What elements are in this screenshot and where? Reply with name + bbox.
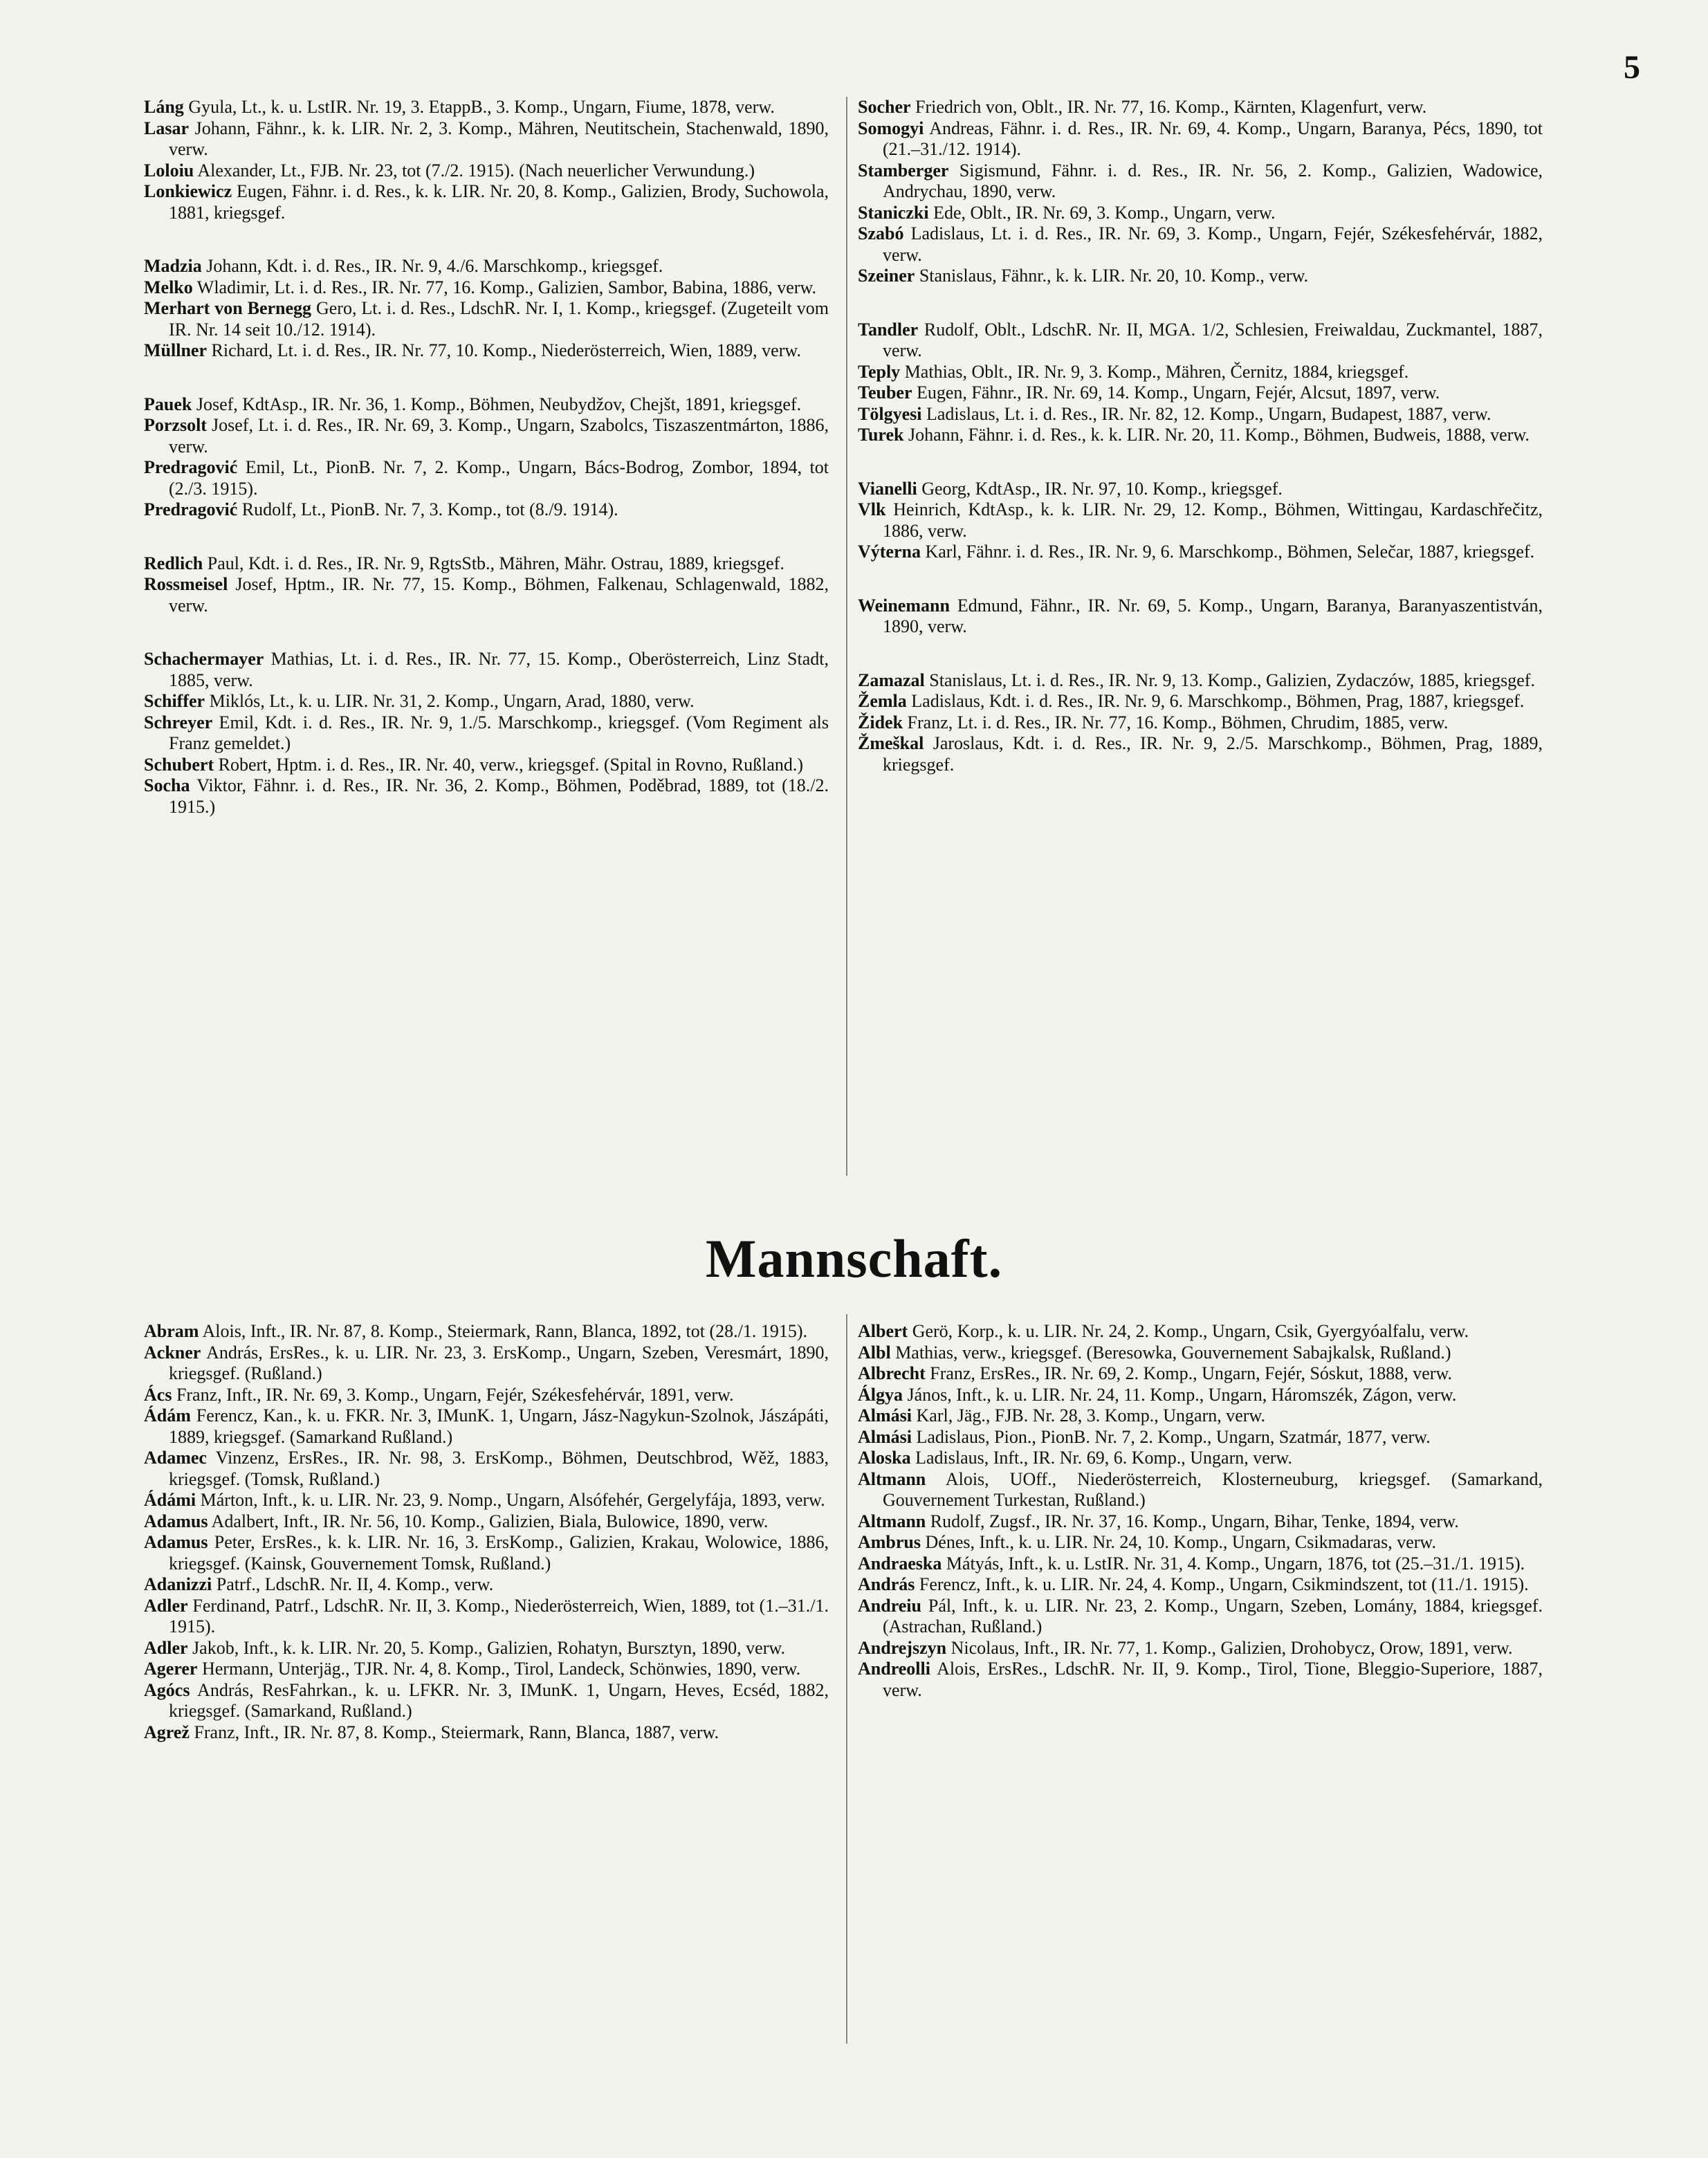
roster-entry <box>144 298 829 340</box>
entry-details: Peter, ErsRes., k. k. LIR. Nr. 16, 3. ErsKomp., Galizien, Krakau, Wolowice, 1886, kriegsgef. (Kainsk, Gouvernement Tomsk, Rußland.) <box>169 1532 829 1574</box>
entry-surname: Albrecht <box>858 1363 926 1383</box>
roster-entry <box>858 1363 1543 1385</box>
entry-surname: Ackner <box>144 1342 201 1363</box>
entry-surname: Schachermayer <box>144 649 264 669</box>
entry-details: Patrf., LdschR. Nr. II, 4. Komp., verw. <box>212 1574 494 1594</box>
roster-entry <box>858 1596 1543 1638</box>
roster-entry <box>858 1511 1543 1533</box>
men-column-left <box>144 1321 829 1743</box>
roster-entry <box>144 1448 829 1490</box>
entry-surname: Weinemann <box>858 595 950 616</box>
entry-details: Mathias, Lt. i. d. Res., IR. Nr. 77, 15. Komp., Oberösterreich, Linz Stadt, 1885, verw. <box>169 649 829 690</box>
entry-details: Karl, Jäg., FJB. Nr. 28, 3. Komp., Ungarn, verw. <box>912 1405 1266 1426</box>
entry-surname: Szeiner <box>858 266 915 286</box>
entry-details: Nicolaus, Inft., IR. Nr. 77, 1. Komp., Galizien, Drohobycz, Orow, 1891, verw. <box>946 1637 1513 1658</box>
entry-details: Heinrich, KdtAsp., k. k. LIR. Nr. 29, 12. Komp., Böhmen, Wittingau, Kardaschřečitz, 1886, verw. <box>883 499 1543 541</box>
entry-details: Edmund, Fähnr., IR. Nr. 69, 5. Komp., Ungarn, Baranya, Baranyaszentistván, 1890, verw. <box>883 595 1543 636</box>
roster-entry <box>144 277 829 299</box>
roster-entry <box>858 425 1543 446</box>
roster-entry <box>858 382 1543 404</box>
entry-surname: Adamus <box>144 1511 208 1531</box>
roster-entry <box>858 97 1543 118</box>
entry-details: Johann, Fähnr. i. d. Res., k. k. LIR. Nr. 20, 11. Komp., Böhmen, Budweis, 1888, verw. <box>903 425 1530 445</box>
roster-entry <box>858 223 1543 266</box>
roster-entry <box>144 1659 829 1680</box>
entry-details: Karl, Fähnr. i. d. Res., IR. Nr. 9, 6. Marschkomp., Böhmen, Selečar, 1887, kriegsgef. <box>920 542 1535 562</box>
entry-surname: Pauek <box>144 394 192 414</box>
roster-entry <box>858 1469 1543 1511</box>
entry-details: Franz, Inft., IR. Nr. 69, 3. Komp., Ungarn, Fejér, Székesfehérvár, 1891, verw. <box>172 1384 734 1405</box>
entry-surname: Adamus <box>144 1532 208 1552</box>
roster-entry <box>144 574 829 616</box>
men-column-right <box>858 1321 1543 1701</box>
roster-entry <box>144 118 829 160</box>
entry-details: Eugen, Fähnr. i. d. Res., k. k. LIR. Nr. 20, 8. Komp., Galizien, Brody, Suchowola, 1881, kriegsgef. <box>169 181 829 223</box>
entry-details: Gerö, Korp., k. u. LIR. Nr. 24, 2. Komp., Ungarn, Csik, Gyergyóalfalu, verw. <box>908 1321 1469 1341</box>
roster-entry <box>858 1385 1543 1406</box>
group-gap <box>144 362 829 394</box>
roster-entry <box>858 1448 1543 1469</box>
entry-surname: Merhart von Bernegg <box>144 298 312 318</box>
entry-surname: Lonkiewicz <box>144 181 232 201</box>
entry-details: Ferencz, Kan., k. u. FKR. Nr. 3, IMunK. 1, Ungarn, Jász-Nagykun-Szolnok, Jászápáti, 1889, kriegsgef. (Samarkand Rußland.) <box>169 1405 829 1447</box>
entry-surname: Žmeškal <box>858 733 924 753</box>
roster-entry <box>858 1659 1543 1701</box>
entry-surname: Porzsolt <box>144 415 207 435</box>
entry-surname: Agerer <box>144 1659 198 1679</box>
roster-entry <box>144 394 829 416</box>
entry-details: Stanislaus, Fähnr., k. k. LIR. Nr. 20, 10. Komp., verw. <box>915 266 1309 286</box>
entry-details: Rudolf, Oblt., LdschR. Nr. II, MGA. 1/2, Schlesien, Freiwaldau, Zuckmantel, 1887, verw. <box>883 319 1543 360</box>
roster-entry <box>144 1490 829 1511</box>
entry-surname: Židek <box>858 712 903 732</box>
entry-details: András, ErsRes., k. u. LIR. Nr. 23, 3. ErsKomp., Ungarn, Szeben, Veresmárt, 1890, kriegsgef. (Rußland.) <box>169 1342 829 1383</box>
entry-details: Alexander, Lt., FJB. Nr. 23, tot (7./2. 1915). (Nach neuerlicher Verwundung.) <box>194 160 755 181</box>
entry-surname: Teply <box>858 361 901 382</box>
roster-entry <box>144 340 829 362</box>
roster-entry <box>144 1405 829 1448</box>
page-number: 5 <box>1624 49 1640 86</box>
entry-surname: Altmann <box>858 1511 926 1531</box>
entry-details: Ladislaus, Lt. i. d. Res., IR. Nr. 82, 12. Komp., Ungarn, Budapest, 1887, verw. <box>921 403 1491 424</box>
entry-details: András, ResFahrkan., k. u. LFKR. Nr. 3, IMunK. 1, Ungarn, Heves, Ecséd, 1882, kriegsgef. (Samarkand, Rußland.) <box>169 1679 829 1721</box>
roster-entry <box>144 415 829 457</box>
roster-entry <box>858 160 1543 203</box>
entry-surname: Somogyi <box>858 118 924 138</box>
roster-entry <box>144 775 829 818</box>
entry-details: Hermann, Unterjäg., TJR. Nr. 4, 8. Komp., Tirol, Landeck, Schönwies, 1890, verw. <box>197 1659 801 1679</box>
column-divider-lower <box>846 1314 847 2044</box>
entry-surname: Madzia <box>144 256 202 276</box>
roster-entry <box>858 1574 1543 1596</box>
roster-entry <box>144 1638 829 1659</box>
entry-details: Ede, Oblt., IR. Nr. 69, 3. Komp., Ungarn, verw. <box>928 202 1276 223</box>
entry-details: Mátyás, Inft., k. u. LstIR. Nr. 31, 4. Komp., Ungarn, 1876, tot (25.–31./1. 1915). <box>942 1553 1525 1574</box>
roster-entry <box>858 118 1543 160</box>
entry-surname: Abram <box>144 1321 199 1341</box>
roster-entry <box>858 479 1543 500</box>
entry-surname: Predragović <box>144 457 238 477</box>
entry-details: Wladimir, Lt. i. d. Res., IR. Nr. 77, 16. Komp., Galizien, Sambor, Babina, 1886, verw. <box>192 277 817 297</box>
entry-details: Vinzenz, ErsRes., IR. Nr. 98, 3. ErsKomp., Böhmen, Deutschbrod, Wěž, 1883, kriegsgef. (Tomsk, Rußland.) <box>169 1448 829 1489</box>
roster-entry <box>144 691 829 712</box>
entry-surname: Ambrus <box>858 1532 921 1552</box>
group-gap <box>144 616 829 649</box>
entry-surname: Láng <box>144 97 184 117</box>
roster-entry <box>858 542 1543 563</box>
entry-surname: Žemla <box>858 691 907 711</box>
entry-details: Adalbert, Inft., IR. Nr. 56, 10. Komp., Galizien, Biala, Bulowice, 1890, verw. <box>208 1511 769 1531</box>
entry-details: Eugen, Fähnr., IR. Nr. 69, 14. Komp., Ungarn, Fejér, Alcsut, 1897, verw. <box>912 382 1440 403</box>
roster-entry <box>144 1343 829 1385</box>
roster-entry <box>144 160 829 182</box>
roster-entry <box>144 1596 829 1638</box>
group-gap <box>858 446 1543 479</box>
entry-surname: Schreyer <box>144 712 213 732</box>
entry-details: Ladislaus, Kdt. i. d. Res., IR. Nr. 9, 6. Marschkomp., Böhmen, Prag, 1887, kriegsgef. <box>906 691 1525 711</box>
entry-surname: Ádámi <box>144 1490 196 1510</box>
entry-details: Alois, Inft., IR. Nr. 87, 8. Komp., Steiermark, Rann, Blanca, 1892, tot (28./1. 1915). <box>199 1321 808 1341</box>
entry-surname: Álgya <box>858 1384 903 1405</box>
entry-details: Stanislaus, Lt. i. d. Res., IR. Nr. 9, 13. Komp., Galizien, Zydaczów, 1885, kriegsgef. <box>924 670 1535 690</box>
entry-details: Josef, Lt. i. d. Res., IR. Nr. 69, 3. Komp., Ungarn, Szabolcs, Tiszaszentmárton, 1886, verw. <box>169 415 829 456</box>
entry-surname: Adamec <box>144 1448 207 1468</box>
roster-entry <box>858 1321 1543 1343</box>
entry-details: Miklós, Lt., k. u. LIR. Nr. 31, 2. Komp., Ungarn, Arad, 1880, verw. <box>205 691 695 711</box>
entry-surname: Andreolli <box>858 1659 930 1679</box>
entry-details: Josef, Hptm., IR. Nr. 77, 15. Komp., Böhmen, Falkenau, Schlagenwald, 1882, verw. <box>169 574 829 616</box>
roster-entry <box>858 266 1543 287</box>
entry-details: Franz, Inft., IR. Nr. 87, 8. Komp., Steiermark, Rann, Blanca, 1887, verw. <box>189 1722 719 1742</box>
roster-entry <box>144 256 829 277</box>
roster-entry <box>144 499 829 521</box>
officers-column-left <box>144 97 829 818</box>
entry-details: János, Inft., k. u. LIR. Nr. 24, 11. Komp., Ungarn, Háromszék, Zágon, verw. <box>903 1384 1457 1405</box>
entry-details: Rudolf, Lt., PionB. Nr. 7, 3. Komp., tot (8./9. 1914). <box>237 499 618 519</box>
entry-surname: Tandler <box>858 319 919 340</box>
entry-details: Gero, Lt. i. d. Res., LdschR. Nr. I, 1. Komp., kriegsgef. (Zugeteilt vom IR. Nr. 14 seit 10./12. 1914). <box>169 298 829 340</box>
group-gap <box>858 563 1543 596</box>
roster-entry <box>858 1343 1543 1364</box>
entry-details: Jaroslaus, Kdt. i. d. Res., IR. Nr. 9, 2./5. Marschkomp., Böhmen, Prag, 1889, kriegsgef. <box>883 733 1543 775</box>
roster-entry <box>144 649 829 691</box>
entry-details: Johann, Fähnr., k. k. LIR. Nr. 2, 3. Komp., Mähren, Neutitschein, Stachenwald, 1890, verw. <box>169 118 829 159</box>
entry-surname: Agrež <box>144 1722 190 1742</box>
entry-surname: Andreiu <box>858 1595 921 1616</box>
entry-surname: Müllner <box>144 340 207 360</box>
entry-details: Andreas, Fähnr. i. d. Res., IR. Nr. 69, 4. Komp., Ungarn, Baranya, Pécs, 1890, tot (21.–31./12. 1914). <box>883 118 1543 159</box>
officers-column-right <box>858 97 1543 775</box>
roster-entry <box>858 691 1543 712</box>
entry-details: Friedrich von, Oblt., IR. Nr. 77, 16. Komp., Kärnten, Klagenfurt, verw. <box>910 97 1427 117</box>
roster-entry <box>858 1405 1543 1427</box>
group-gap <box>144 223 829 256</box>
entry-details: Mathias, Oblt., IR. Nr. 9, 3. Komp., Mähren, Černitz, 1884, kriegsgef. <box>900 361 1409 382</box>
roster-entry <box>858 1532 1543 1553</box>
entry-surname: Ádám <box>144 1405 191 1426</box>
entry-surname: Rossmeisel <box>144 574 228 594</box>
roster-entry <box>858 320 1543 362</box>
group-gap <box>858 638 1543 670</box>
entry-surname: Turek <box>858 425 904 445</box>
entry-details: Mathias, verw., kriegsgef. (Beresowka, Gouvernement Sabajkalsk, Rußland.) <box>890 1342 1451 1363</box>
roster-entry <box>144 1574 829 1596</box>
entry-surname: Schubert <box>144 754 214 775</box>
roster-entry <box>144 457 829 499</box>
entry-details: Ladislaus, Pion., PionB. Nr. 7, 2. Komp., Ungarn, Szatmár, 1877, verw. <box>912 1426 1431 1447</box>
entry-surname: Almási <box>858 1405 912 1426</box>
group-gap <box>858 287 1543 320</box>
entry-surname: Lasar <box>144 118 189 138</box>
entry-surname: Agócs <box>144 1679 190 1700</box>
entry-surname: Ács <box>144 1384 172 1405</box>
entry-surname: Výterna <box>858 542 921 562</box>
entry-details: Paul, Kdt. i. d. Res., IR. Nr. 9, RgtsStb., Mähren, Mähr. Ostrau, 1889, kriegsgef. <box>203 553 784 573</box>
group-gap <box>144 521 829 553</box>
entry-details: Viktor, Fähnr. i. d. Res., IR. Nr. 36, 2. Komp., Böhmen, Poděbrad, 1889, tot (18./2. 1915.) <box>169 775 829 817</box>
entry-details: Ferdinand, Patrf., LdschR. Nr. II, 3. Komp., Niederösterreich, Wien, 1889, tot (1.–31./1. 1915). <box>169 1595 829 1636</box>
entry-surname: Altmann <box>858 1468 926 1489</box>
roster-entry <box>858 1427 1543 1448</box>
entry-surname: Socher <box>858 97 911 117</box>
entry-surname: András <box>858 1574 915 1594</box>
entry-surname: Almási <box>858 1426 912 1447</box>
entry-details: Alois, UOff., Niederösterreich, Klosterneuburg, kriegsgef. (Samarkand, Gouvernement Turkestan, Rußland.) <box>883 1468 1543 1510</box>
roster-entry <box>144 1680 829 1722</box>
roster-entry <box>144 553 829 575</box>
roster-entry <box>144 97 829 118</box>
roster-entry <box>858 362 1543 383</box>
roster-entry <box>144 755 829 776</box>
entry-details: Franz, Lt. i. d. Res., IR. Nr. 77, 16. Komp., Böhmen, Chrudim, 1885, verw. <box>903 712 1449 732</box>
roster-entry <box>858 596 1543 638</box>
entry-details: Sigismund, Fähnr. i. d. Res., IR. Nr. 56, 2. Komp., Galizien, Wadowice, Andrychau, 1890, verw. <box>883 160 1543 201</box>
entry-surname: Predragović <box>144 499 238 519</box>
roster-entry <box>144 1321 829 1343</box>
entry-surname: Andraeska <box>858 1553 942 1574</box>
roster-entry <box>144 1385 829 1406</box>
roster-entry <box>858 1638 1543 1659</box>
entry-surname: Tölgyesi <box>858 403 922 424</box>
entry-surname: Adler <box>144 1595 188 1616</box>
entry-surname: Schiffer <box>144 691 205 711</box>
entry-details: Ladislaus, Inft., IR. Nr. 69, 6. Komp., Ungarn, verw. <box>910 1448 1293 1468</box>
roster-entry <box>858 404 1543 425</box>
roster-entry <box>858 203 1543 224</box>
entry-details: Franz, ErsRes., IR. Nr. 69, 2. Komp., Ungarn, Fejér, Sóskut, 1888, verw. <box>925 1363 1453 1383</box>
roster-entry <box>144 712 829 755</box>
entry-details: Johann, Kdt. i. d. Res., IR. Nr. 9, 4./6. Marschkomp., kriegsgef. <box>201 256 663 276</box>
entry-details: Pál, Inft., k. u. LIR. Nr. 23, 2. Komp., Ungarn, Szeben, Lomány, 1884, kriegsgef. (Astrachan, Rußland.) <box>883 1595 1543 1636</box>
roster-entry <box>858 712 1543 734</box>
entry-surname: Staniczki <box>858 202 929 223</box>
entry-details: Richard, Lt. i. d. Res., IR. Nr. 77, 10. Komp., Niederösterreich, Wien, 1889, verw. <box>207 340 801 360</box>
roster-entry <box>144 1511 829 1533</box>
roster-entry <box>144 1532 829 1574</box>
roster-entry <box>144 1722 829 1744</box>
entry-surname: Adanizzi <box>144 1574 212 1594</box>
entry-details: Jakob, Inft., k. k. LIR. Nr. 20, 5. Komp., Galizien, Rohatyn, Bursztyn, 1890, verw. <box>187 1637 785 1658</box>
entry-surname: Andrejszyn <box>858 1637 947 1658</box>
entry-surname: Vlk <box>858 499 886 519</box>
entry-details: Emil, Kdt. i. d. Res., IR. Nr. 9, 1./5. Marschkomp., kriegsgef. (Vom Regiment als Franz gemeldet.) <box>169 712 829 753</box>
roster-entry <box>858 670 1543 692</box>
entry-details: Robert, Hptm. i. d. Res., IR. Nr. 40, verw., kriegsgef. (Spital in Rovno, Rußland.) <box>214 754 804 775</box>
entry-details: Josef, KdtAsp., IR. Nr. 36, 1. Komp., Böhmen, Neubydžov, Chejšt, 1891, kriegsgef. <box>192 394 802 414</box>
entry-surname: Adler <box>144 1637 188 1658</box>
entry-details: Alois, ErsRes., LdschR. Nr. II, 9. Komp., Tirol, Tione, Bleggio-Superiore, 1887, verw. <box>883 1659 1543 1700</box>
entry-surname: Redlich <box>144 553 203 573</box>
entry-surname: Albert <box>858 1321 908 1341</box>
entry-details: Ladislaus, Lt. i. d. Res., IR. Nr. 69, 3. Komp., Ungarn, Fejér, Székesfehérvár, 1882, verw. <box>883 223 1543 265</box>
entry-details: Rudolf, Zugsf., IR. Nr. 37, 16. Komp., Ungarn, Bihar, Tenke, 1894, verw. <box>926 1511 1459 1531</box>
entry-surname: Loloiu <box>144 160 194 181</box>
entry-details: Gyula, Lt., k. u. LstIR. Nr. 19, 3. EtappB., 3. Komp., Ungarn, Fiume, 1878, verw. <box>183 97 775 117</box>
roster-entry <box>858 499 1543 542</box>
entry-surname: Zamazal <box>858 670 925 690</box>
roster-entry <box>858 733 1543 775</box>
entry-details: Emil, Lt., PionB. Nr. 7, 2. Komp., Ungarn, Bács-Bodrog, Zombor, 1894, tot (2./3. 1915). <box>169 457 829 499</box>
entry-details: Georg, KdtAsp., IR. Nr. 97, 10. Komp., kriegsgef. <box>917 478 1283 499</box>
entry-details: Dénes, Inft., k. u. LIR. Nr. 24, 10. Komp., Ungarn, Csikmadaras, verw. <box>921 1532 1436 1552</box>
entry-surname: Albl <box>858 1342 891 1363</box>
entry-details: Ferencz, Inft., k. u. LIR. Nr. 24, 4. Komp., Ungarn, Csikmindszent, tot (11./1. 1915). <box>915 1574 1529 1594</box>
entry-surname: Szabó <box>858 223 904 243</box>
roster-entry <box>858 1553 1543 1575</box>
entry-surname: Stamberger <box>858 160 949 181</box>
roster-entry <box>144 181 829 223</box>
entry-surname: Socha <box>144 775 190 795</box>
entry-details: Márton, Inft., k. u. LIR. Nr. 23, 9. Nomp., Ungarn, Alsófehér, Gergelyfája, 1893, verw. <box>196 1490 825 1510</box>
entry-surname: Vianelli <box>858 478 917 499</box>
column-divider <box>846 97 847 1176</box>
entry-surname: Teuber <box>858 382 912 403</box>
section-heading: Mannschaft. <box>705 1228 1003 1289</box>
entry-surname: Melko <box>144 277 193 297</box>
entry-surname: Aloska <box>858 1448 911 1468</box>
